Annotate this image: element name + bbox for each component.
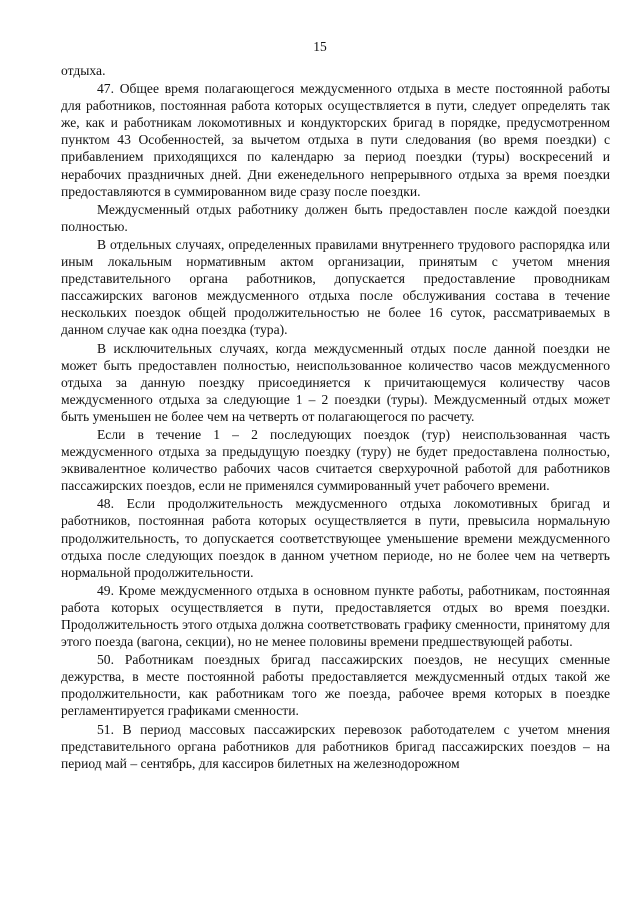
paragraph-48: 48. Если продолжительность междусменного отдыха локомотивных бригад и работников, постоянная работа которых осуществляется в пути, превысила нормальную продолжительность, то допускается соответствующее уменьшение времени междусменного отдыха после следующих поездок в данном учетном периоде, но не более чем на четверть нормальной продолжительности. bbox=[61, 496, 610, 580]
paragraph-47-conductors: В отдельных случаях, определенных правилами внутреннего трудового распорядка или иным локальным нормативным актом организации, принятым с учетом мнения представительного органа работников, допускается предоставление проводникам пассажирских вагонов междусменного отдыха после обслуживания состава в течение нескольких поездок общей продолжительностью не более 16 суток, рассматриваемых в данном случае как одна поездка (тура). bbox=[61, 236, 610, 338]
paragraph-49: 49. Кроме междусменного отдыха в основном пункте работы, работникам, постоянная работа которых осуществляется в пути, предоставляется отдых во время поездки. Продолжительность этого отдыха должна соответствовать графику сменности, принятому для этого поезда (вагона, секции), но не менее половины времени предшествующей работы. bbox=[61, 582, 610, 650]
paragraph-47: 47. Общее время полагающегося междусменного отдыха в месте постоянной работы для работников, постоянная работа которых осуществляется в пути, следует определять так же, как и работникам локомотивных и кондукторских бригад в порядке, предусмотренном пунктом 43 Особенностей, за вычетом отдыха в пути следования (во время поездки) с прибавлением приходящихся по календарю за период поездки (туры) воскресений и нерабочих праздничных дней. Дни еженедельного непрерывного отдыха за время поездки предоставляются в суммированном виде сразу после поездки. bbox=[61, 81, 610, 199]
paragraph-51: 51. В период массовых пассажирских перевозок работодателем с учетом мнения представительного органа работников для работников бригад пассажирских поездов – на период май – сентябрь, для кассиров билетных на железнодорожном bbox=[61, 721, 610, 771]
page-number: 15 bbox=[313, 39, 327, 54]
paragraph-47-overtime: Если в течение 1 – 2 последующих поездок (тур) неиспользованная часть междусменного отдыха за предыдущую поездку (туру) не будет предоставлена полностью, эквивалентное количество рабочих часов считается сверхурочной работой для работников пассажирских поездов, если не применялся суммированный учет рабочего времени. bbox=[61, 426, 610, 494]
document-body bbox=[61, 62, 610, 773]
paragraph-47-exceptional: В исключительных случаях, когда междусменный отдых после данной поездки не может быть предоставлен полностью, неиспользованное количество часов междусменного отдыха за данную поездку присоединяется к причитающемуся количеству часов междусменного отдыха за следующие 1 – 2 поездки (туры). Междусменный отдых может быть уменьшен не более чем на четверть от полагающегося по расчету. bbox=[61, 340, 610, 424]
paragraph-47-full-rest: Междусменный отдых работнику должен быть предоставлен после каждой поездки полностью. bbox=[61, 201, 610, 234]
paragraph-continuation: отдыха. bbox=[61, 63, 106, 78]
paragraph-50: 50. Работникам поездных бригад пассажирских поездов, не несущих сменные дежурства, в месте постоянной работы предоставляется междусменный отдых такой же продолжительности, как работникам того же поезда, рабочее время которых в поездке регламентируется графиками сменности. bbox=[61, 652, 610, 719]
